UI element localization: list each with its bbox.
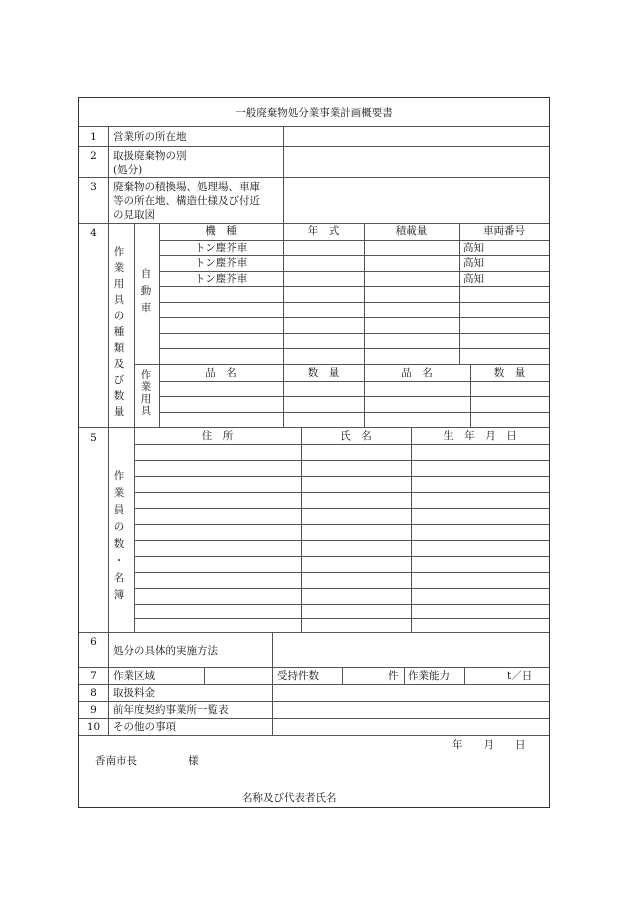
tools-header-quantity: 数 量 <box>307 367 340 379</box>
row-number: 3 <box>90 181 97 193</box>
label-value-line <box>283 126 284 223</box>
vehicle-row-line <box>159 302 549 303</box>
vehicle-header-model: 機 種 <box>205 225 237 237</box>
row-label-waste-type-sub: (処分) <box>113 164 143 176</box>
vehicle-plate-cell: 高知 <box>463 273 484 285</box>
row-number: 2 <box>90 150 97 162</box>
row-label-office-location: 営業所の所在地 <box>113 131 187 143</box>
vehicle-header-year: 年 式 <box>307 225 340 237</box>
row-label-capacity: 作業能力 <box>408 670 450 682</box>
honorific: 様 <box>188 755 199 767</box>
vehicle-plate-cell: 高知 <box>463 242 484 254</box>
row-label-method: 処分の具体的実施方法 <box>113 645 218 657</box>
label-value-line <box>272 632 273 667</box>
vehicle-header-plate: 車両番号 <box>483 225 525 237</box>
vehicle-grid-line <box>283 223 284 364</box>
vehicle-plate-cell: 高知 <box>463 257 484 269</box>
plan-summary-form <box>78 97 550 808</box>
staff-row-line <box>134 476 549 477</box>
vehicle-model-cell: トン塵芥車 <box>194 273 248 285</box>
label-value-line <box>272 684 273 735</box>
vehicle-model-cell: トン塵芥車 <box>194 257 248 269</box>
row7-line <box>464 667 465 684</box>
row-number: 6 <box>90 636 97 648</box>
staff-row-line <box>134 556 549 557</box>
tools-header-name-2: 品 名 <box>401 367 433 379</box>
staff-row-line <box>134 492 549 493</box>
divider <box>79 701 549 702</box>
row-label-facilities: の見取図 <box>113 209 155 221</box>
staff-grid-line <box>301 427 302 632</box>
staff-row-line <box>134 508 549 509</box>
row-label-accept-count: 受持件数 <box>277 670 319 682</box>
vehicle-grid-line <box>459 223 460 364</box>
staff-row-line <box>134 460 549 461</box>
divider <box>79 146 549 147</box>
staff-row-line <box>134 618 549 619</box>
section4-label-line <box>134 223 135 427</box>
tools-vertical-label: 作 業 用 具 <box>140 369 152 417</box>
row-number: 7 <box>90 670 97 682</box>
tools-row-line <box>159 412 549 413</box>
row-label-other: その他の事項 <box>113 721 176 733</box>
tools-row-line <box>159 381 549 382</box>
signature-label: 名称及び代表者氏名 <box>242 792 337 804</box>
tools-header-quantity-2: 数 量 <box>493 367 526 379</box>
row-number: 4 <box>90 227 97 239</box>
staff-header-name: 氏 名 <box>340 430 372 442</box>
row-number: 5 <box>90 432 97 444</box>
row-label-facilities: 廃棄物の積換場、処理場、車庫 <box>113 181 260 193</box>
row-label-work-area: 作業区域 <box>113 670 155 682</box>
vehicle-row-line <box>159 317 549 318</box>
row7-line <box>342 667 343 684</box>
row-number: 9 <box>90 704 97 716</box>
row7-line <box>404 667 405 684</box>
staff-row-line <box>134 444 549 445</box>
staff-row-line <box>134 572 549 573</box>
vehicle-vertical-label: 自 動 車 <box>140 268 152 314</box>
number-column-line <box>108 126 109 735</box>
divider <box>79 718 549 719</box>
staff-header-birthdate: 生 年 月 日 <box>443 430 517 442</box>
divider <box>79 177 549 178</box>
row-number: 10 <box>86 721 101 733</box>
divider <box>79 126 549 127</box>
date-line: 年 月 日 <box>452 739 526 751</box>
row7-line <box>204 667 205 684</box>
row-number: 1 <box>90 131 97 143</box>
staff-grid-line <box>411 427 412 632</box>
row-label-contract-list: 前年度契約事業所一覧表 <box>113 704 229 716</box>
count-unit: 件 <box>388 670 399 682</box>
vehicle-tools-divider <box>134 364 549 365</box>
staff-row-line <box>134 588 549 589</box>
row-label-fees: 取扱料金 <box>113 687 155 699</box>
row7-line <box>272 667 273 684</box>
staff-row-line <box>134 524 549 525</box>
row-number: 8 <box>90 687 97 699</box>
vehicle-grid-line <box>364 223 365 364</box>
tools-header-name: 品 名 <box>205 367 237 379</box>
divider <box>79 632 549 633</box>
row-label-facilities: 等の所在地、構造仕様及び付近 <box>113 195 260 207</box>
divider <box>79 667 549 668</box>
vehicle-header-capacity: 積載量 <box>395 225 428 237</box>
form-title: 一般廃棄物処分業事業計画概要書 <box>235 107 393 119</box>
tools-row-line <box>159 396 549 397</box>
capacity-unit: t／日 <box>507 670 533 682</box>
section4-vertical-label: 作 業 用 具 の 種 類 及 び 数 量 <box>113 246 125 418</box>
vehicle-row-line <box>159 333 549 334</box>
row-label-waste-type: 取扱廃棄物の別 <box>113 150 187 162</box>
section5-vertical-label: 作 業 員 の 数 ・ 名 簿 <box>113 470 125 601</box>
vehicle-row-line <box>159 286 549 287</box>
addressee: 香南市長 <box>95 755 137 767</box>
divider <box>79 684 549 685</box>
vehicle-model-cell: トン塵芥車 <box>194 242 248 254</box>
staff-row-line <box>134 540 549 541</box>
vehicle-row-line <box>159 348 549 349</box>
section5-label-line <box>134 427 135 632</box>
staff-header-address: 住 所 <box>201 430 234 442</box>
divider <box>79 735 549 736</box>
staff-row-line <box>134 604 549 605</box>
divider <box>79 427 549 428</box>
